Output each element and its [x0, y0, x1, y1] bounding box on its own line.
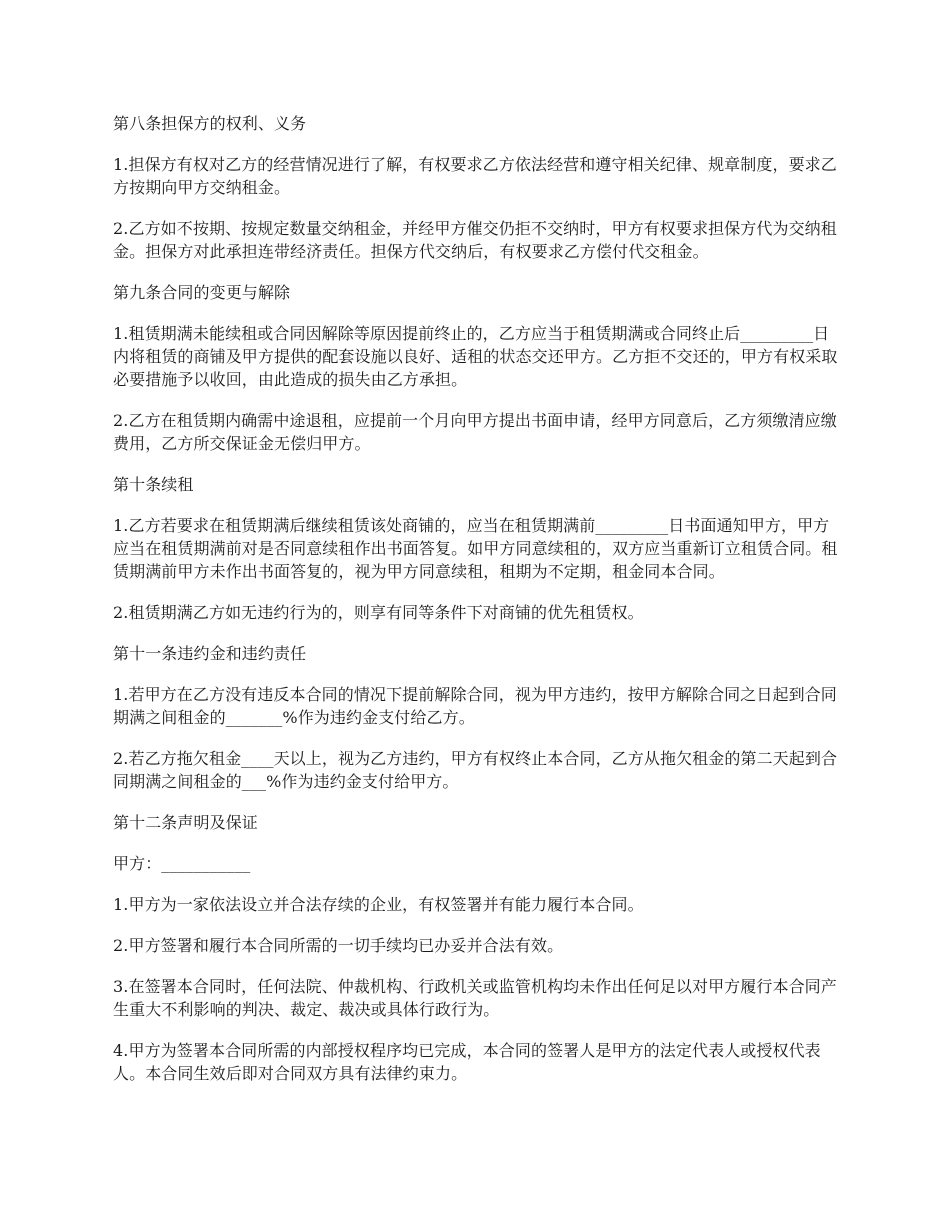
- heading-article-10: 第十条续租: [113, 475, 194, 494]
- clause-11-2: 2.若乙方拖欠租金____天以上，视为乙方违约，甲方有权终止本合同，乙方从拖欠租金的第二天起到合同期满之间租金的___%作为违约金支付给甲方。: [113, 749, 838, 791]
- clause-9-2: 2.乙方在租赁期内确需中途退租，应提前一个月向甲方提出书面申请，经甲方同意后，乙方须缴清应缴费用，乙方所交保证金无偿归甲方。: [113, 411, 837, 453]
- clause-11-1: 1.若甲方在乙方没有违反本合同的情况下提前解除合同，视为甲方违约，按甲方解除合同之日起到合同期满之间租金的_______%作为违约金支付给乙方。: [113, 685, 837, 727]
- clause-12-3: 3.在签署本合同时，任何法院、仲裁机构、行政机关或监管机构均未作出任何足以对甲方履行本合同产生重大不利影响的判决、裁定、裁决或具体行政行为。: [113, 977, 837, 1019]
- clause-8-2: 2.乙方如不按期、按规定数量交纳租金，并经甲方催交仍拒不交纳时，甲方有权要求担保方代为交纳租金。担保方对此承担连带经济责任。担保方代交纳后，有权要求乙方偿付代交租金。: [113, 219, 837, 261]
- clause-10-2: 2.租赁期满乙方如无违约行为的，则享有同等条件下对商铺的优先租赁权。: [113, 603, 644, 622]
- clause-12-2: 2.甲方签署和履行本合同所需的一切手续均已办妥并合法有效。: [113, 936, 564, 955]
- clause-12-4: 4.甲方为签署本合同所需的内部授权程序均已完成，本合同的签署人是甲方的法定代表人或授权代表人。本合同生效后即对合同双方具有法律约束力。: [113, 1041, 821, 1083]
- clause-8-1: 1.担保方有权对乙方的经营情况进行了解，有权要求乙方依法经营和遵守相关纪律、规章制度，要求乙方按期向甲方交纳租金。: [113, 155, 837, 197]
- clause-10-1: 1.乙方若要求在租赁期满后继续租赁该处商铺的，应当在租赁期满前_________日书面通知甲方，甲方应当在租赁期满前对是否同意续租作出书面答复。如甲方同意续租的，双方应当重新订立租赁合同。租赁期满前甲方未作出书面答复的，视为甲方同意续租，租期为不定期，租金同本合同。: [113, 516, 838, 581]
- heading-article-9: 第九条合同的变更与解除: [113, 283, 291, 302]
- clause-9-1: 1.租赁期满未能续租或合同因解除等原因提前终止的，乙方应当于租赁期满或合同终止后_________日内将租赁的商铺及甲方提供的配套设施以良好、适租的状态交还甲方。乙方拒不交还的，甲方有权采取必要措施予以收回，由此造成的损失由乙方承担。: [113, 324, 838, 389]
- heading-article-8: 第八条担保方的权利、义务: [113, 114, 307, 133]
- document-body: [113, 112, 840, 1103]
- clause-12-1: 1.甲方为一家依法设立并合法存续的企业，有权签署并有能力履行本合同。: [113, 895, 644, 914]
- heading-article-12: 第十二条声明及保证: [113, 813, 258, 832]
- heading-article-11: 第十一条违约金和违约责任: [113, 644, 307, 663]
- party-a-line: 甲方：___________: [113, 854, 251, 873]
